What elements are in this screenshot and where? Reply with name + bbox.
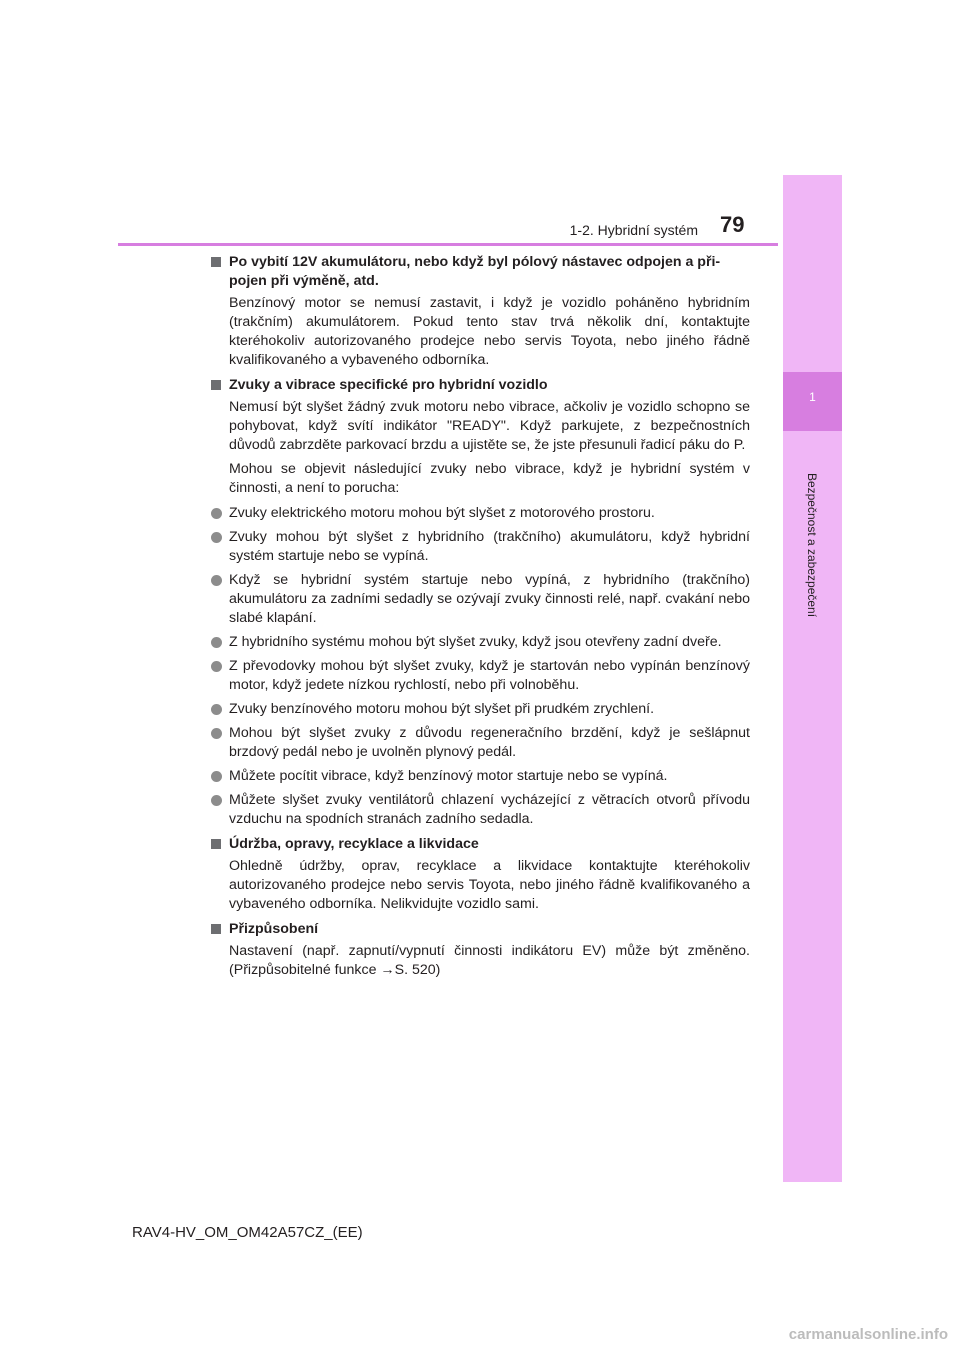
list-item [210, 504, 750, 523]
list-item [210, 724, 750, 762]
list-item-text: Zvuky benzínového motoru mohou být slyšet při prudkém zrychlení. [229, 701, 655, 717]
paragraph: Nemusí být slyšet žádný zvuk motoru nebo vibrace, ačkoliv je vozidlo schopno se pohybovat, když svítí indikátor "READY". Když parkujete, z bezpečnostních důvodů zabrzděte parkovací brzdu a ujistěte se, že jste přesunuli řadicí páku do P. [229, 399, 750, 453]
section-maintenance [210, 835, 750, 914]
square-bullet-icon [211, 839, 221, 849]
list-item-text: Zvuky mohou být slyšet z hybridního (trakčního) akumulátoru, když hybridní systém startuje nebo se vypíná. [229, 529, 750, 564]
bullet-list [210, 504, 750, 829]
section-heading-text: Po vybití 12V akumulátoru, nebo když byl pólový nástavec odpojen a při-pojen při výměně, atd. [229, 254, 721, 289]
chapter-label: Bezpečnost a zabezpečení [805, 472, 819, 618]
list-item-text: Zvuky elektrického motoru mohou být slyšet z motorového prostoru. [229, 505, 655, 521]
square-bullet-icon [211, 924, 221, 934]
section-heading [210, 253, 750, 291]
list-item-text: Z převodovky mohou být slyšet zvuky, když je startován nebo vypínán benzínový motor, když jedete nízkou rychlostí, nebo při volnoběhu. [229, 658, 750, 693]
paragraph: Ohledně údržby, oprav, recyklace a likvidace kontaktujte kteréhokoliv autorizovaného prodejce nebo servis Toyota, nebo jiného řádně kvalifikovaného a vybaveného odborníka. Nelikvidujte vozidlo sami. [229, 858, 750, 912]
section-sounds [210, 376, 750, 829]
bullet-dot-icon [211, 532, 222, 543]
page-content [210, 253, 750, 986]
page-number: 79 [720, 212, 745, 237]
list-item [210, 571, 750, 628]
section-heading-text: Údržba, opravy, recyklace a likvidace [229, 836, 479, 852]
list-item-text: Z hybridního systému mohou být slyšet zvuky, když jsou otevřeny zadní dveře. [229, 634, 722, 650]
list-item [210, 791, 750, 829]
bullet-dot-icon [211, 704, 222, 715]
section-title: 1-2. Hybridní systém [569, 222, 698, 238]
list-item-text: Mohou být slyšet zvuky z důvodu regeneračního brzdění, když je sešlápnut brzdový pedál nebo je uvolněn plynový pedál. [229, 725, 750, 760]
section-battery [210, 253, 750, 370]
watermark: carmanualsonline.info [788, 1326, 948, 1343]
list-item-text: Když se hybridní systém startuje nebo vypíná, z hybridního (trakčního) akumulátoru za zadními sedadly se ozývají zvuky činnosti relé, např. cvakání nebo slabé klapání. [229, 572, 750, 626]
list-item [210, 700, 750, 719]
paragraph: Mohou se objevit následující zvuky nebo vibrace, když je hybridní systém v činnosti, a není to porucha: [229, 461, 750, 496]
bullet-dot-icon [211, 771, 222, 782]
section-heading-text: Zvuky a vibrace specifické pro hybridní vozidlo [229, 377, 548, 393]
list-item [210, 528, 750, 566]
square-bullet-icon [211, 257, 221, 267]
section-heading [210, 835, 750, 854]
list-item-text: Můžete pocítit vibrace, když benzínový motor startuje nebo se vypíná. [229, 768, 668, 784]
bullet-dot-icon [211, 795, 222, 806]
list-item [210, 657, 750, 695]
section-heading [210, 920, 750, 939]
section-heading [210, 376, 750, 395]
list-item [210, 633, 750, 652]
bullet-dot-icon [211, 637, 222, 648]
paragraph: Benzínový motor se nemusí zastavit, i když je vozidlo poháněno hybridním (trakčním) akumulátorem. Pokud tento stav trvá několik dní, kontaktujte kteréhokoliv autorizovaného prodejce nebo servis Toyota, nebo jiného řádně kvalifikovaného a vybaveného odborníka. [229, 295, 750, 368]
bullet-dot-icon [211, 508, 222, 519]
section-heading-text: Přizpůsobení [229, 921, 319, 937]
bullet-dot-icon [211, 661, 222, 672]
chapter-tab-number: 1 [809, 390, 816, 404]
document-code: RAV4-HV_OM_OM42A57CZ_(EE) [132, 1224, 363, 1241]
square-bullet-icon [211, 380, 221, 390]
paragraph: Nastavení (např. zapnutí/vypnutí činnosti indikátoru EV) může být změněno. (Přizpůsobitelné funkce →S. 520) [229, 943, 750, 978]
list-item-text: Můžete slyšet zvuky ventilátorů chlazení vycházející z větracích otvorů přívodu vzduchu na spodních stranách zadního sedadla. [229, 792, 750, 827]
list-item [210, 767, 750, 786]
bullet-dot-icon [211, 575, 222, 586]
section-customization [210, 920, 750, 980]
bullet-dot-icon [211, 728, 222, 739]
side-strip [783, 175, 842, 1182]
header-divider [118, 243, 778, 246]
